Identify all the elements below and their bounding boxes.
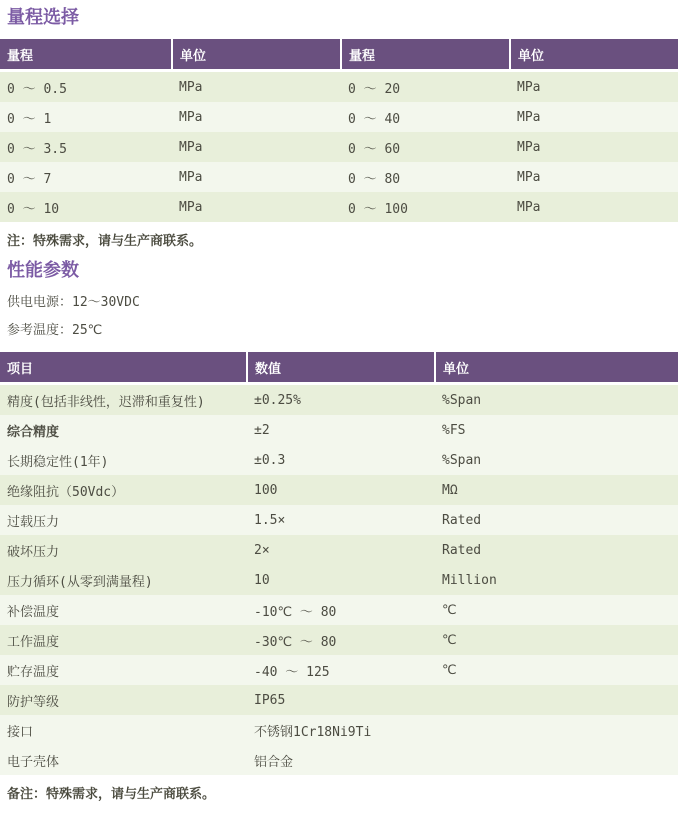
- table-cell: 精度(包括非线性，迟滞和重复性): [0, 384, 247, 416]
- column-header: 数值: [247, 352, 435, 384]
- column-header: 单位: [510, 39, 678, 71]
- table-cell: 防护等级: [0, 685, 247, 715]
- table-cell: ±2: [247, 415, 435, 445]
- table-cell: MPa: [172, 162, 341, 192]
- table-cell: Rated: [435, 535, 678, 565]
- table-cell: 接口: [0, 715, 247, 745]
- table-cell: 0 ～ 80: [341, 162, 510, 192]
- table-row: [0, 685, 678, 715]
- column-header: 单位: [172, 39, 341, 71]
- table-cell: %Span: [435, 445, 678, 475]
- table-cell: -10℃ ～ 80: [247, 595, 435, 625]
- column-header: 项目: [0, 352, 247, 384]
- table-row: [0, 192, 678, 222]
- table-cell: ℃: [435, 625, 678, 655]
- table-cell: 10: [247, 565, 435, 595]
- range-table: [0, 39, 678, 222]
- column-header: 单位: [435, 352, 678, 384]
- table-cell: MPa: [510, 192, 678, 222]
- table-row: [0, 655, 678, 685]
- table-cell: ℃: [435, 655, 678, 685]
- column-header: 量程: [0, 39, 172, 71]
- table-row: [0, 595, 678, 625]
- table-cell: 补偿温度: [0, 595, 247, 625]
- reference-temperature-line: 参考温度：25℃: [7, 323, 103, 338]
- table-row: [0, 475, 678, 505]
- table-cell: 综合精度: [0, 415, 247, 445]
- range-table-header-row: [0, 39, 678, 71]
- table-cell: ±0.3: [247, 445, 435, 475]
- spec-page: [0, 6, 693, 823]
- table-cell: MPa: [172, 132, 341, 162]
- table-cell: ℃: [435, 595, 678, 625]
- table-cell: ±0.25%: [247, 384, 435, 416]
- table-cell: MPa: [172, 102, 341, 132]
- table-cell: MPa: [510, 71, 678, 103]
- performance-table-body: [0, 384, 678, 776]
- table-cell: MPa: [172, 192, 341, 222]
- table-cell: MPa: [510, 162, 678, 192]
- table-cell: 0 ～ 100: [341, 192, 510, 222]
- table-cell: MΩ: [435, 475, 678, 505]
- table-row: [0, 535, 678, 565]
- table-row: [0, 505, 678, 535]
- table-cell: 贮存温度: [0, 655, 247, 685]
- column-header: 量程: [341, 39, 510, 71]
- table-cell: [435, 715, 678, 745]
- table-cell: 长期稳定性(1年): [0, 445, 247, 475]
- table-cell: 0 ～ 60: [341, 132, 510, 162]
- table-row: [0, 132, 678, 162]
- range-section-title: 量程选择: [7, 7, 79, 28]
- table-row: [0, 565, 678, 595]
- table-cell: 0 ～ 20: [341, 71, 510, 103]
- table-cell: 0 ～ 1: [0, 102, 172, 132]
- table-cell: 0 ～ 3.5: [0, 132, 172, 162]
- table-cell: 破坏压力: [0, 535, 247, 565]
- table-cell: %FS: [435, 415, 678, 445]
- table-cell: MPa: [510, 102, 678, 132]
- table-cell: 1.5×: [247, 505, 435, 535]
- table-cell: 0 ～ 7: [0, 162, 172, 192]
- table-cell: IP65: [247, 685, 435, 715]
- table-row: [0, 71, 678, 103]
- table-cell: -40 ～ 125: [247, 655, 435, 685]
- table-row: [0, 162, 678, 192]
- table-cell: 100: [247, 475, 435, 505]
- table-row: [0, 102, 678, 132]
- table-cell: MPa: [510, 132, 678, 162]
- table-row: [0, 745, 678, 775]
- performance-table: [0, 352, 678, 775]
- power-supply-line: 供电电源：12～30VDC: [7, 295, 140, 310]
- table-cell: %Span: [435, 384, 678, 416]
- table-cell: 0 ～ 0.5: [0, 71, 172, 103]
- table-cell: MPa: [172, 71, 341, 103]
- table-cell: 铝合金: [247, 745, 435, 775]
- table-cell: 0 ～ 10: [0, 192, 172, 222]
- table-cell: 过载压力: [0, 505, 247, 535]
- table-cell: -30℃ ～ 80: [247, 625, 435, 655]
- table-row: [0, 445, 678, 475]
- performance-section-title: 性能参数: [7, 260, 79, 281]
- table-cell: 压力循环(从零到满量程): [0, 565, 247, 595]
- table-cell: 不锈钢1Cr18Ni9Ti: [247, 715, 435, 745]
- table-cell: 0 ～ 40: [341, 102, 510, 132]
- range-note: 注：特殊需求，请与生产商联系。: [7, 234, 203, 249]
- table-row: [0, 715, 678, 745]
- table-cell: Rated: [435, 505, 678, 535]
- table-row: [0, 625, 678, 655]
- table-cell: Million: [435, 565, 678, 595]
- table-cell: 工作温度: [0, 625, 247, 655]
- performance-table-header-row: [0, 352, 678, 384]
- table-cell: 2×: [247, 535, 435, 565]
- table-row: [0, 415, 678, 445]
- table-cell: 电子壳体: [0, 745, 247, 775]
- table-cell: 绝缘阻抗（50Vdc）: [0, 475, 247, 505]
- performance-note: 备注：特殊需求，请与生产商联系。: [7, 787, 216, 802]
- range-table-body: [0, 71, 678, 223]
- table-row: [0, 384, 678, 416]
- table-cell: [435, 745, 678, 775]
- table-cell: [435, 685, 678, 715]
